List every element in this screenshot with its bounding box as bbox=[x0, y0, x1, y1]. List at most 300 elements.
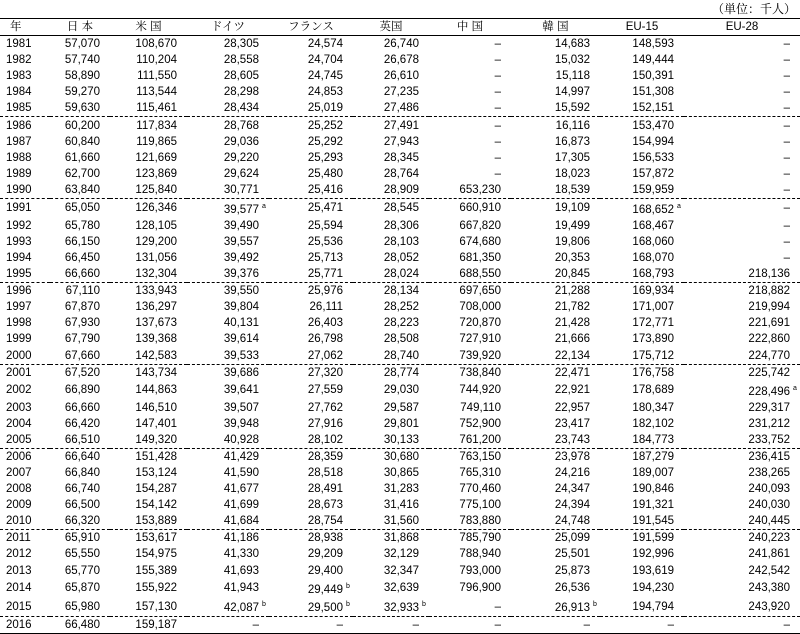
cell-china bbox=[429, 530, 511, 547]
cell-value: 18,023 bbox=[554, 167, 590, 180]
cell-value: 21,666 bbox=[554, 333, 590, 346]
cell-usa bbox=[110, 218, 187, 234]
table-row bbox=[0, 250, 800, 266]
cell-usa bbox=[110, 530, 187, 547]
cell-japan bbox=[50, 416, 110, 432]
cell-value: 1983 bbox=[6, 70, 32, 83]
cell-eu15 bbox=[600, 497, 684, 513]
cell-usa bbox=[110, 364, 187, 381]
cell-eu28 bbox=[684, 315, 800, 331]
cell-value: 189,007 bbox=[632, 466, 674, 479]
cell-eu28 bbox=[684, 579, 800, 598]
cell-year bbox=[0, 36, 50, 53]
cell-value: – bbox=[494, 119, 501, 132]
cell-value: 108,670 bbox=[135, 38, 177, 51]
cell-eu28 bbox=[684, 117, 800, 134]
cell-japan bbox=[50, 597, 110, 616]
cell-value: – bbox=[783, 119, 790, 132]
cell-france bbox=[269, 562, 353, 578]
cell-france bbox=[269, 68, 353, 84]
cell-japan bbox=[50, 234, 110, 250]
cell-value: 67,520 bbox=[64, 366, 100, 379]
cell-germany bbox=[187, 234, 269, 250]
cell-eu15 bbox=[600, 579, 684, 598]
cell-germany bbox=[187, 416, 269, 432]
cell-value: 194,794 bbox=[632, 600, 674, 613]
cell-value: 28,024 bbox=[383, 268, 419, 281]
cell-eu28 bbox=[684, 497, 800, 513]
cell-value: 31,868 bbox=[383, 532, 419, 545]
cell-uk bbox=[353, 331, 429, 347]
cell-france bbox=[269, 617, 353, 634]
cell-value: 24,853 bbox=[307, 86, 343, 99]
cell-value: 154,287 bbox=[135, 483, 177, 496]
cell-year bbox=[0, 218, 50, 234]
cell-value: 27,491 bbox=[383, 119, 419, 132]
cell-value: 1989 bbox=[6, 167, 32, 180]
cell-korea bbox=[511, 234, 600, 250]
table-row bbox=[0, 381, 800, 400]
cell-uk bbox=[353, 513, 429, 530]
footnote-mark: b bbox=[262, 601, 266, 609]
cell-germany bbox=[187, 117, 269, 134]
cell-korea bbox=[511, 198, 600, 217]
cell-value: 65,550 bbox=[64, 548, 100, 561]
cell-value: 153,617 bbox=[135, 532, 177, 545]
cell-value: 187,279 bbox=[632, 450, 674, 463]
cell-china bbox=[429, 481, 511, 497]
cell-japan bbox=[50, 250, 110, 266]
cell-japan bbox=[50, 546, 110, 562]
cell-china bbox=[429, 381, 511, 400]
cell-value: 240,445 bbox=[748, 515, 790, 528]
cell-france bbox=[269, 234, 353, 250]
cell-value: 752,900 bbox=[459, 417, 501, 430]
cell-value: 29,801 bbox=[383, 417, 419, 430]
cell-eu28 bbox=[684, 530, 800, 547]
cell-japan bbox=[50, 117, 110, 134]
cell-value: 30,680 bbox=[383, 450, 419, 463]
cell-uk bbox=[353, 562, 429, 578]
cell-year bbox=[0, 52, 50, 68]
cell-value: 14,997 bbox=[554, 86, 590, 99]
cell-usa bbox=[110, 513, 187, 530]
cell-value: 58,890 bbox=[64, 70, 100, 83]
cell-france bbox=[269, 364, 353, 381]
cell-uk bbox=[353, 299, 429, 315]
cell-value: 28,768 bbox=[223, 119, 259, 132]
cell-korea bbox=[511, 36, 600, 53]
cell-year bbox=[0, 299, 50, 315]
cell-value: 26,610 bbox=[383, 70, 419, 83]
cell-value: 19,109 bbox=[554, 202, 590, 215]
table-row bbox=[0, 266, 800, 283]
cell-germany bbox=[187, 52, 269, 68]
cell-usa bbox=[110, 331, 187, 347]
cell-usa bbox=[110, 579, 187, 598]
cell-year bbox=[0, 100, 50, 117]
cell-germany bbox=[187, 283, 269, 300]
cell-value: 27,320 bbox=[307, 366, 343, 379]
header-korea: 韓 国 bbox=[511, 19, 600, 36]
cell-value: – bbox=[783, 619, 790, 632]
table-row bbox=[0, 400, 800, 416]
cell-value: 28,764 bbox=[383, 167, 419, 180]
cell-korea bbox=[511, 513, 600, 530]
cell-usa bbox=[110, 117, 187, 134]
cell-china bbox=[429, 348, 511, 365]
cell-eu15 bbox=[600, 84, 684, 100]
cell-value: 41,677 bbox=[223, 483, 259, 496]
cell-value: 176,758 bbox=[632, 366, 674, 379]
table-row bbox=[0, 52, 800, 68]
cell-value: 1985 bbox=[6, 102, 32, 115]
cell-value: 182,102 bbox=[632, 417, 674, 430]
cell-value: 41,943 bbox=[223, 581, 259, 594]
cell-value: 66,500 bbox=[64, 499, 100, 512]
cell-value: 667,820 bbox=[459, 219, 501, 232]
cell-japan bbox=[50, 166, 110, 182]
cell-value: 28,754 bbox=[307, 515, 343, 528]
cell-value: 25,771 bbox=[307, 268, 343, 281]
cell-usa bbox=[110, 497, 187, 513]
cell-value: 229,317 bbox=[748, 401, 790, 414]
cell-year bbox=[0, 381, 50, 400]
cell-usa bbox=[110, 100, 187, 117]
cell-germany bbox=[187, 84, 269, 100]
cell-value: 24,748 bbox=[554, 515, 590, 528]
cell-eu28 bbox=[684, 400, 800, 416]
cell-value: 40,928 bbox=[223, 433, 259, 446]
cell-china bbox=[429, 315, 511, 331]
cell-korea bbox=[511, 432, 600, 449]
cell-japan bbox=[50, 331, 110, 347]
cell-uk bbox=[353, 364, 429, 381]
cell-value: 119,865 bbox=[136, 135, 177, 148]
cell-value: 761,200 bbox=[459, 433, 501, 446]
labour-force-table bbox=[0, 18, 800, 634]
cell-value: 191,321 bbox=[632, 499, 674, 512]
cell-value: 25,292 bbox=[307, 135, 343, 148]
cell-japan bbox=[50, 218, 110, 234]
cell-korea bbox=[511, 400, 600, 416]
cell-france bbox=[269, 381, 353, 400]
cell-uk bbox=[353, 134, 429, 150]
cell-uk bbox=[353, 617, 429, 634]
cell-germany bbox=[187, 597, 269, 616]
cell-france bbox=[269, 134, 353, 150]
cell-value: 23,978 bbox=[554, 450, 590, 463]
cell-eu15 bbox=[600, 234, 684, 250]
cell-value: 28,252 bbox=[383, 301, 419, 314]
cell-value: 29,220 bbox=[223, 151, 259, 164]
cell-value: 26,403 bbox=[307, 317, 343, 330]
cell-value: 66,660 bbox=[64, 268, 100, 281]
cell-eu15 bbox=[600, 530, 684, 547]
cell-value: 15,592 bbox=[554, 102, 590, 115]
cell-value: 28,673 bbox=[307, 499, 343, 512]
cell-japan bbox=[50, 617, 110, 634]
cell-usa bbox=[110, 52, 187, 68]
cell-china bbox=[429, 84, 511, 100]
cell-value: 32,347 bbox=[383, 564, 419, 577]
cell-china bbox=[429, 150, 511, 166]
cell-japan bbox=[50, 530, 110, 547]
cell-korea bbox=[511, 546, 600, 562]
cell-value: 727,910 bbox=[459, 333, 501, 346]
cell-value: 24,704 bbox=[307, 54, 343, 67]
cell-korea bbox=[511, 166, 600, 182]
cell-value: 30,133 bbox=[383, 433, 419, 446]
cell-year bbox=[0, 416, 50, 432]
table-row bbox=[0, 546, 800, 562]
cell-value: 65,980 bbox=[64, 600, 100, 613]
cell-germany bbox=[187, 198, 269, 217]
cell-value: 27,943 bbox=[383, 135, 419, 148]
cell-eu15 bbox=[600, 283, 684, 300]
cell-year bbox=[0, 579, 50, 598]
cell-eu15 bbox=[600, 513, 684, 530]
footnote-mark: b bbox=[422, 601, 426, 609]
cell-value: 2016 bbox=[6, 619, 32, 632]
cell-value: 23,417 bbox=[554, 417, 590, 430]
cell-value: 770,460 bbox=[459, 483, 501, 496]
cell-value: 2013 bbox=[6, 564, 32, 577]
cell-value: 129,200 bbox=[135, 235, 177, 248]
cell-year bbox=[0, 150, 50, 166]
cell-value: 191,545 bbox=[632, 515, 674, 528]
cell-value: 62,700 bbox=[64, 167, 100, 180]
cell-value: – bbox=[783, 86, 790, 99]
cell-value: – bbox=[494, 38, 501, 51]
cell-value: 25,501 bbox=[554, 548, 590, 561]
cell-value: 63,840 bbox=[64, 183, 100, 196]
cell-value: 25,471 bbox=[307, 202, 343, 215]
cell-value: 29,624 bbox=[223, 167, 259, 180]
cell-year bbox=[0, 448, 50, 465]
cell-eu28 bbox=[684, 150, 800, 166]
cell-year bbox=[0, 84, 50, 100]
cell-value: 168,070 bbox=[632, 252, 674, 264]
cell-germany bbox=[187, 348, 269, 365]
cell-value: 238,265 bbox=[748, 466, 790, 479]
cell-value: – bbox=[494, 167, 501, 180]
cell-value: 65,870 bbox=[64, 581, 100, 594]
cell-usa bbox=[110, 234, 187, 250]
cell-value: 66,890 bbox=[64, 384, 100, 397]
cell-china bbox=[429, 299, 511, 315]
cell-eu28 bbox=[684, 166, 800, 182]
cell-eu15 bbox=[600, 448, 684, 465]
cell-usa bbox=[110, 198, 187, 217]
cell-eu15 bbox=[600, 546, 684, 562]
cell-value: 39,804 bbox=[223, 301, 259, 314]
cell-france bbox=[269, 36, 353, 53]
cell-value: 32,639 bbox=[383, 581, 419, 594]
cell-value: 218,882 bbox=[748, 285, 790, 298]
cell-value: 21,428 bbox=[554, 317, 590, 330]
cell-france bbox=[269, 497, 353, 513]
table-row bbox=[0, 416, 800, 432]
cell-value: – bbox=[783, 135, 790, 148]
cell-uk bbox=[353, 150, 429, 166]
cell-value: 28,774 bbox=[383, 366, 419, 379]
cell-eu15 bbox=[600, 381, 684, 400]
cell-year bbox=[0, 68, 50, 84]
cell-year bbox=[0, 166, 50, 182]
cell-value: 111,550 bbox=[137, 70, 177, 83]
header-france: フランス bbox=[269, 19, 353, 36]
cell-value: 1993 bbox=[6, 235, 32, 248]
cell-eu28 bbox=[684, 562, 800, 578]
cell-value: 123,869 bbox=[135, 167, 177, 180]
cell-japan bbox=[50, 448, 110, 465]
cell-korea bbox=[511, 364, 600, 381]
cell-value: 16,116 bbox=[555, 119, 590, 132]
cell-germany bbox=[187, 432, 269, 449]
cell-value: 233,752 bbox=[748, 433, 790, 446]
cell-value: 66,510 bbox=[64, 433, 100, 446]
table-row bbox=[0, 315, 800, 331]
cell-eu15 bbox=[600, 198, 684, 217]
footnote-mark: a bbox=[262, 202, 266, 210]
cell-value: 67,110 bbox=[65, 285, 100, 298]
cell-value: 139,368 bbox=[135, 333, 177, 346]
cell-value: 28,938 bbox=[307, 532, 343, 545]
cell-eu15 bbox=[600, 299, 684, 315]
cell-value: 149,444 bbox=[632, 54, 674, 67]
cell-japan bbox=[50, 182, 110, 199]
cell-value: 22,134 bbox=[554, 349, 590, 362]
cell-china bbox=[429, 465, 511, 481]
cell-value: 22,921 bbox=[554, 384, 590, 397]
cell-france bbox=[269, 299, 353, 315]
cell-value: 25,293 bbox=[307, 151, 343, 164]
header-uk: 英国 bbox=[353, 19, 429, 36]
table-row bbox=[0, 579, 800, 598]
cell-eu15 bbox=[600, 100, 684, 117]
cell-germany bbox=[187, 331, 269, 347]
cell-value: – bbox=[494, 135, 501, 148]
cell-value: 175,712 bbox=[632, 349, 674, 362]
cell-value: 28,518 bbox=[307, 466, 343, 479]
cell-china bbox=[429, 416, 511, 432]
cell-japan bbox=[50, 36, 110, 53]
cell-value: 66,840 bbox=[64, 466, 100, 479]
cell-korea bbox=[511, 497, 600, 513]
cell-year bbox=[0, 432, 50, 449]
cell-france bbox=[269, 218, 353, 234]
cell-value: 67,930 bbox=[64, 317, 100, 330]
cell-value: 157,872 bbox=[632, 167, 674, 180]
cell-china bbox=[429, 234, 511, 250]
cell-value: 157,130 bbox=[135, 600, 177, 613]
cell-value: 41,693 bbox=[223, 564, 259, 577]
cell-uk bbox=[353, 52, 429, 68]
cell-uk bbox=[353, 348, 429, 365]
cell-eu28 bbox=[684, 481, 800, 497]
cell-korea bbox=[511, 448, 600, 465]
cell-value: 1996 bbox=[6, 285, 32, 298]
cell-value: 14,683 bbox=[554, 38, 590, 51]
cell-usa bbox=[110, 283, 187, 300]
cell-eu28 bbox=[684, 266, 800, 283]
cell-france bbox=[269, 198, 353, 217]
cell-value: – bbox=[412, 619, 419, 632]
cell-value: 222,860 bbox=[748, 333, 790, 346]
cell-value: 28,508 bbox=[383, 333, 419, 346]
cell-value: 2004 bbox=[6, 417, 32, 430]
cell-value: 32,129 bbox=[383, 548, 419, 561]
cell-korea bbox=[511, 299, 600, 315]
cell-value: 243,380 bbox=[748, 581, 790, 594]
table-row bbox=[0, 364, 800, 381]
cell-value: 28,605 bbox=[223, 70, 259, 83]
cell-uk bbox=[353, 315, 429, 331]
cell-uk bbox=[353, 166, 429, 182]
cell-uk bbox=[353, 218, 429, 234]
cell-year bbox=[0, 481, 50, 497]
cell-value: – bbox=[783, 54, 790, 67]
table-row bbox=[0, 68, 800, 84]
cell-japan bbox=[50, 198, 110, 217]
cell-value: 24,394 bbox=[554, 499, 590, 512]
cell-china bbox=[429, 562, 511, 578]
cell-value: 151,428 bbox=[135, 450, 177, 463]
cell-eu28 bbox=[684, 68, 800, 84]
cell-value: 131,056 bbox=[135, 252, 177, 264]
cell-eu28 bbox=[684, 432, 800, 449]
cell-value: – bbox=[783, 38, 790, 51]
cell-value: 224,770 bbox=[748, 349, 790, 362]
cell-eu28 bbox=[684, 218, 800, 234]
cell-japan bbox=[50, 400, 110, 416]
cell-value: 228,496 bbox=[748, 385, 790, 398]
cell-usa bbox=[110, 597, 187, 616]
cell-eu28 bbox=[684, 348, 800, 365]
cell-value: 26,798 bbox=[307, 333, 343, 346]
cell-value: 113,544 bbox=[136, 86, 177, 99]
cell-china bbox=[429, 198, 511, 217]
cell-value: – bbox=[336, 619, 343, 632]
cell-korea bbox=[511, 481, 600, 497]
cell-usa bbox=[110, 400, 187, 416]
cell-value: 681,350 bbox=[459, 252, 501, 264]
cell-germany bbox=[187, 400, 269, 416]
cell-korea bbox=[511, 100, 600, 117]
cell-value: 121,669 bbox=[135, 151, 177, 164]
cell-japan bbox=[50, 84, 110, 100]
cell-value: 144,863 bbox=[135, 384, 177, 397]
table-row bbox=[0, 513, 800, 530]
cell-year bbox=[0, 266, 50, 283]
cell-japan bbox=[50, 497, 110, 513]
cell-eu15 bbox=[600, 617, 684, 634]
cell-eu28 bbox=[684, 513, 800, 530]
cell-value: 1998 bbox=[6, 317, 32, 330]
cell-china bbox=[429, 52, 511, 68]
cell-japan bbox=[50, 432, 110, 449]
cell-value: 193,619 bbox=[632, 564, 674, 577]
cell-usa bbox=[110, 315, 187, 331]
cell-value: – bbox=[783, 167, 790, 180]
cell-value: 66,320 bbox=[64, 515, 100, 528]
cell-korea bbox=[511, 617, 600, 634]
cell-value: 39,376 bbox=[223, 268, 259, 281]
cell-value: 25,713 bbox=[307, 252, 343, 264]
cell-value: 25,099 bbox=[554, 532, 590, 545]
cell-germany bbox=[187, 100, 269, 117]
